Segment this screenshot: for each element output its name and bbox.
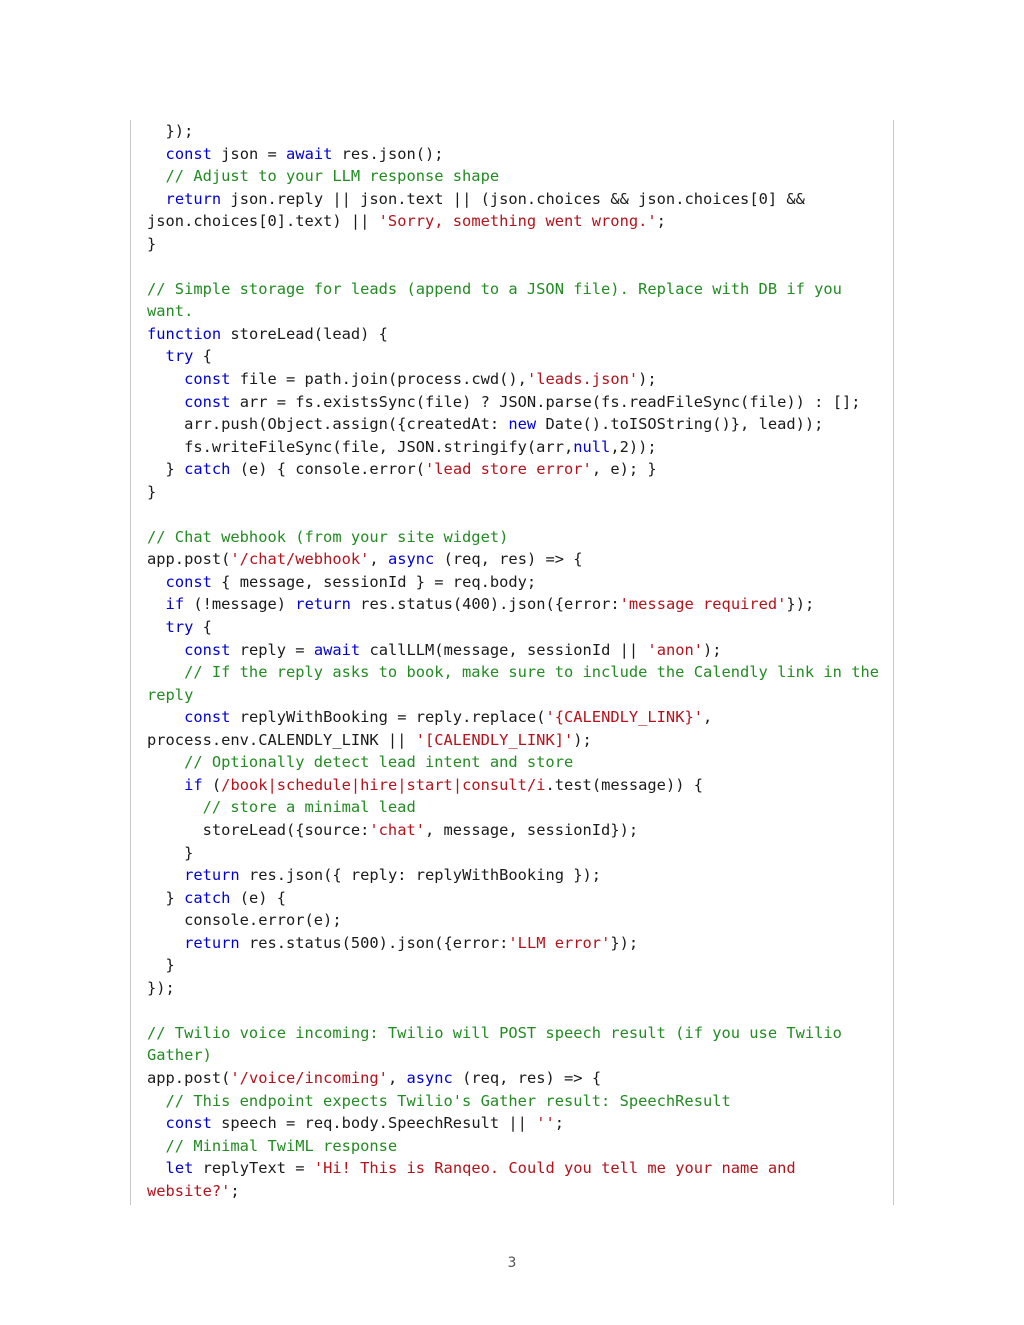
code-line — [147, 165, 877, 188]
code-line — [147, 661, 880, 684]
comment-token: // Optionally detect lead intent and store — [147, 753, 574, 772]
code-line — [147, 1135, 877, 1158]
code-line — [147, 774, 877, 797]
string-token: 'leads.json' — [526, 370, 639, 389]
code-token: .test(message)) { — [545, 775, 704, 794]
keyword-token: async — [387, 550, 435, 569]
code-token: } — [147, 234, 157, 253]
code-token: replyText = — [193, 1159, 314, 1178]
keyword-token: const — [165, 144, 212, 163]
code-token: , e); } — [591, 460, 657, 479]
code-token: , — [387, 1068, 407, 1087]
code-line — [147, 345, 877, 368]
code-line — [147, 323, 877, 346]
comment-token: // Adjust to your LLM response shape — [147, 167, 500, 186]
code-line — [147, 842, 877, 865]
code-line — [147, 458, 877, 481]
code-token — [147, 370, 184, 388]
code-token — [147, 393, 184, 411]
code-token: ); — [703, 640, 722, 659]
keyword-token: if — [184, 775, 203, 794]
comment-token: // Minimal TwiML response — [147, 1136, 398, 1155]
code-line — [147, 571, 877, 594]
code-line — [147, 1180, 877, 1203]
code-token: reply = — [230, 640, 314, 659]
code-token: } — [147, 460, 185, 479]
code-line — [147, 368, 877, 391]
code-token — [147, 866, 184, 884]
code-token: } — [147, 888, 185, 907]
code-token: { message, sessionId } = req.body; — [211, 572, 537, 591]
comment-token: // Chat webhook (from your site widget) — [147, 527, 509, 546]
code-line — [147, 909, 877, 932]
code-token: json = — [211, 144, 287, 163]
string-token: 'message required' — [619, 595, 787, 614]
code-line — [147, 413, 877, 436]
code-token: }); — [610, 933, 639, 952]
code-line — [147, 503, 877, 526]
code-token: { — [193, 347, 212, 366]
code-token: app.post( — [147, 1068, 231, 1087]
code-token — [147, 595, 166, 613]
code-line — [147, 1090, 877, 1113]
string-token: '[CALENDLY_LINK]' — [415, 730, 574, 749]
code-token: res.json(); — [332, 144, 444, 163]
code-token: Date().toISOString()}, lead)); — [536, 415, 824, 434]
keyword-token: const — [184, 708, 231, 727]
code-token — [147, 708, 184, 726]
code-line — [147, 120, 877, 143]
keyword-token: const — [184, 392, 231, 411]
code-line — [147, 278, 877, 301]
comment-token: // store a minimal lead — [147, 798, 416, 817]
keyword-token: catch — [184, 888, 231, 907]
code-token — [147, 190, 166, 208]
code-line — [147, 751, 877, 774]
keyword-token: try — [165, 347, 194, 366]
code-line — [147, 391, 877, 414]
code-token: , — [703, 708, 713, 727]
code-token: ); — [573, 730, 592, 749]
code-line — [147, 255, 877, 278]
string-token: '{CALENDLY_LINK}' — [545, 708, 703, 727]
code-token — [147, 1159, 166, 1177]
string-token: 'chat' — [369, 820, 425, 839]
code-token: res.status(500).json({error: — [239, 933, 509, 952]
string-token: '/chat/webhook' — [230, 550, 370, 569]
code-line — [147, 616, 877, 639]
code-token: process.env.CALENDLY_LINK || — [147, 730, 416, 749]
string-token: 'Sorry, something went wrong.' — [378, 212, 657, 231]
code-line — [147, 210, 877, 233]
code-token: res.json({ reply: replyWithBooking }); — [239, 866, 602, 885]
code-line — [147, 999, 877, 1022]
code-token: ); — [638, 370, 657, 389]
string-token: website?' — [147, 1181, 231, 1200]
code-token: app.post( — [147, 550, 231, 569]
code-token: ; — [554, 1114, 565, 1133]
page-number: 3 — [507, 1255, 517, 1271]
code-token — [147, 145, 166, 163]
code-line — [147, 864, 877, 887]
code-token: (req, res) => { — [434, 550, 583, 569]
code-line — [147, 300, 877, 323]
code-token — [147, 1114, 166, 1132]
code-token: storeLead(lead) { — [221, 324, 388, 343]
keyword-token: const — [165, 1114, 212, 1133]
keyword-token: return — [184, 866, 240, 885]
code-token: speech = req.body.SpeechResult || — [211, 1114, 537, 1133]
code-line — [147, 1157, 877, 1180]
code-token — [147, 573, 166, 591]
code-token: } — [147, 956, 175, 975]
code-token: arr.push(Object.assign({createdAt: — [147, 415, 509, 434]
code-token: }); — [147, 978, 175, 997]
keyword-token: return — [184, 933, 240, 952]
keyword-token: await — [313, 640, 361, 659]
string-token: 'LLM error' — [508, 933, 611, 952]
keyword-token: catch — [184, 460, 231, 479]
code-token: } — [147, 482, 157, 501]
code-token: ; — [230, 1181, 240, 1200]
code-line — [147, 706, 877, 729]
code-line — [147, 188, 877, 211]
string-token: '' — [536, 1114, 555, 1133]
string-token: 'Hi! This is Ranqeo. Could you tell me your name and — [313, 1159, 796, 1178]
code-token: fs.writeFileSync(file, JSON.stringify(arr, — [147, 437, 574, 456]
comment-token: // Twilio voice incoming: Twilio will POST speech result (if you use Twilio — [147, 1023, 842, 1042]
code-line — [147, 977, 877, 1000]
code-line — [147, 1044, 877, 1067]
keyword-token: null — [573, 437, 611, 456]
keyword-token: function — [147, 324, 222, 343]
code-token: console.error(e); — [147, 911, 342, 930]
code-token: json.choices[0].text) || — [147, 212, 379, 231]
code-line — [147, 729, 877, 752]
code-token — [147, 618, 166, 636]
code-line — [147, 593, 877, 616]
keyword-token: await — [286, 144, 333, 163]
code-line — [147, 1067, 877, 1090]
code-token: ,2)); — [610, 437, 657, 456]
keyword-token: let — [165, 1159, 194, 1178]
code-token: ( — [202, 775, 222, 794]
code-token: file = path.join(process.cwd(), — [230, 370, 527, 389]
code-token: }); — [786, 595, 815, 614]
code-token: storeLead({source: — [147, 820, 370, 839]
code-line — [147, 819, 877, 842]
code-line — [147, 526, 877, 549]
code-token: ; — [656, 212, 666, 231]
code-line — [147, 639, 877, 662]
code-token — [147, 934, 184, 952]
code-token: res.status(400).json({error: — [350, 595, 620, 614]
code-token — [147, 641, 184, 659]
code-token: arr = fs.existsSync(file) ? JSON.parse(fs.readFileSync(file)) : []; — [230, 392, 861, 411]
code-token: json.reply || json.text || (json.choices && json.choices[0] && — [221, 189, 805, 208]
code-token: (e) { — [230, 888, 287, 907]
keyword-token: return — [295, 595, 351, 614]
code-line — [147, 1112, 877, 1135]
code-token: (e) { console.error( — [230, 460, 426, 479]
code-line — [147, 1022, 877, 1045]
code-token: callLLM(message, sessionId || — [360, 640, 648, 659]
code-lines — [147, 120, 880, 1202]
code-token: (req, res) => { — [452, 1068, 602, 1087]
code-token: }); — [147, 122, 194, 140]
comment-token: // This endpoint expects Twilio's Gather result: SpeechResult — [147, 1091, 731, 1110]
keyword-token: try — [165, 618, 194, 637]
keyword-token: if — [165, 595, 185, 614]
code-line — [147, 481, 877, 504]
code-line — [147, 796, 877, 819]
code-line — [147, 684, 877, 707]
code-token: (!message) — [184, 595, 296, 614]
string-token: '/voice/incoming' — [230, 1068, 388, 1087]
code-line — [147, 233, 877, 256]
code-line — [147, 436, 877, 459]
keyword-token: const — [165, 572, 212, 591]
comment-token: // Simple storage for leads (append to a JSON file). Replace with DB if you — [147, 279, 842, 298]
regex-token: /book|schedule|hire|start|consult/i — [221, 775, 546, 794]
comment-token: // If the reply asks to book, make sure to include the Calendly link in the — [147, 663, 880, 682]
keyword-token: new — [508, 415, 537, 434]
code-line — [147, 887, 877, 910]
keyword-token: return — [165, 189, 222, 208]
keyword-token: const — [184, 640, 231, 659]
code-token: } — [147, 843, 194, 862]
comment-token: want. — [147, 302, 194, 321]
code-line — [147, 548, 877, 571]
code-token: replyWithBooking = reply.replace( — [230, 708, 546, 727]
code-token: , — [369, 550, 388, 569]
string-token: 'lead store error' — [425, 460, 592, 479]
code-line — [147, 954, 877, 977]
comment-token: reply — [147, 685, 194, 704]
code-line — [147, 143, 877, 166]
string-token: 'anon' — [647, 640, 704, 659]
code-token — [147, 776, 184, 794]
keyword-token: const — [184, 370, 231, 389]
code-token: { — [193, 618, 212, 637]
code-token: , message, sessionId}); — [425, 820, 639, 839]
comment-token: Gather) — [147, 1046, 212, 1065]
code-line — [147, 932, 877, 955]
keyword-token: async — [406, 1068, 453, 1087]
code-token — [147, 347, 166, 365]
